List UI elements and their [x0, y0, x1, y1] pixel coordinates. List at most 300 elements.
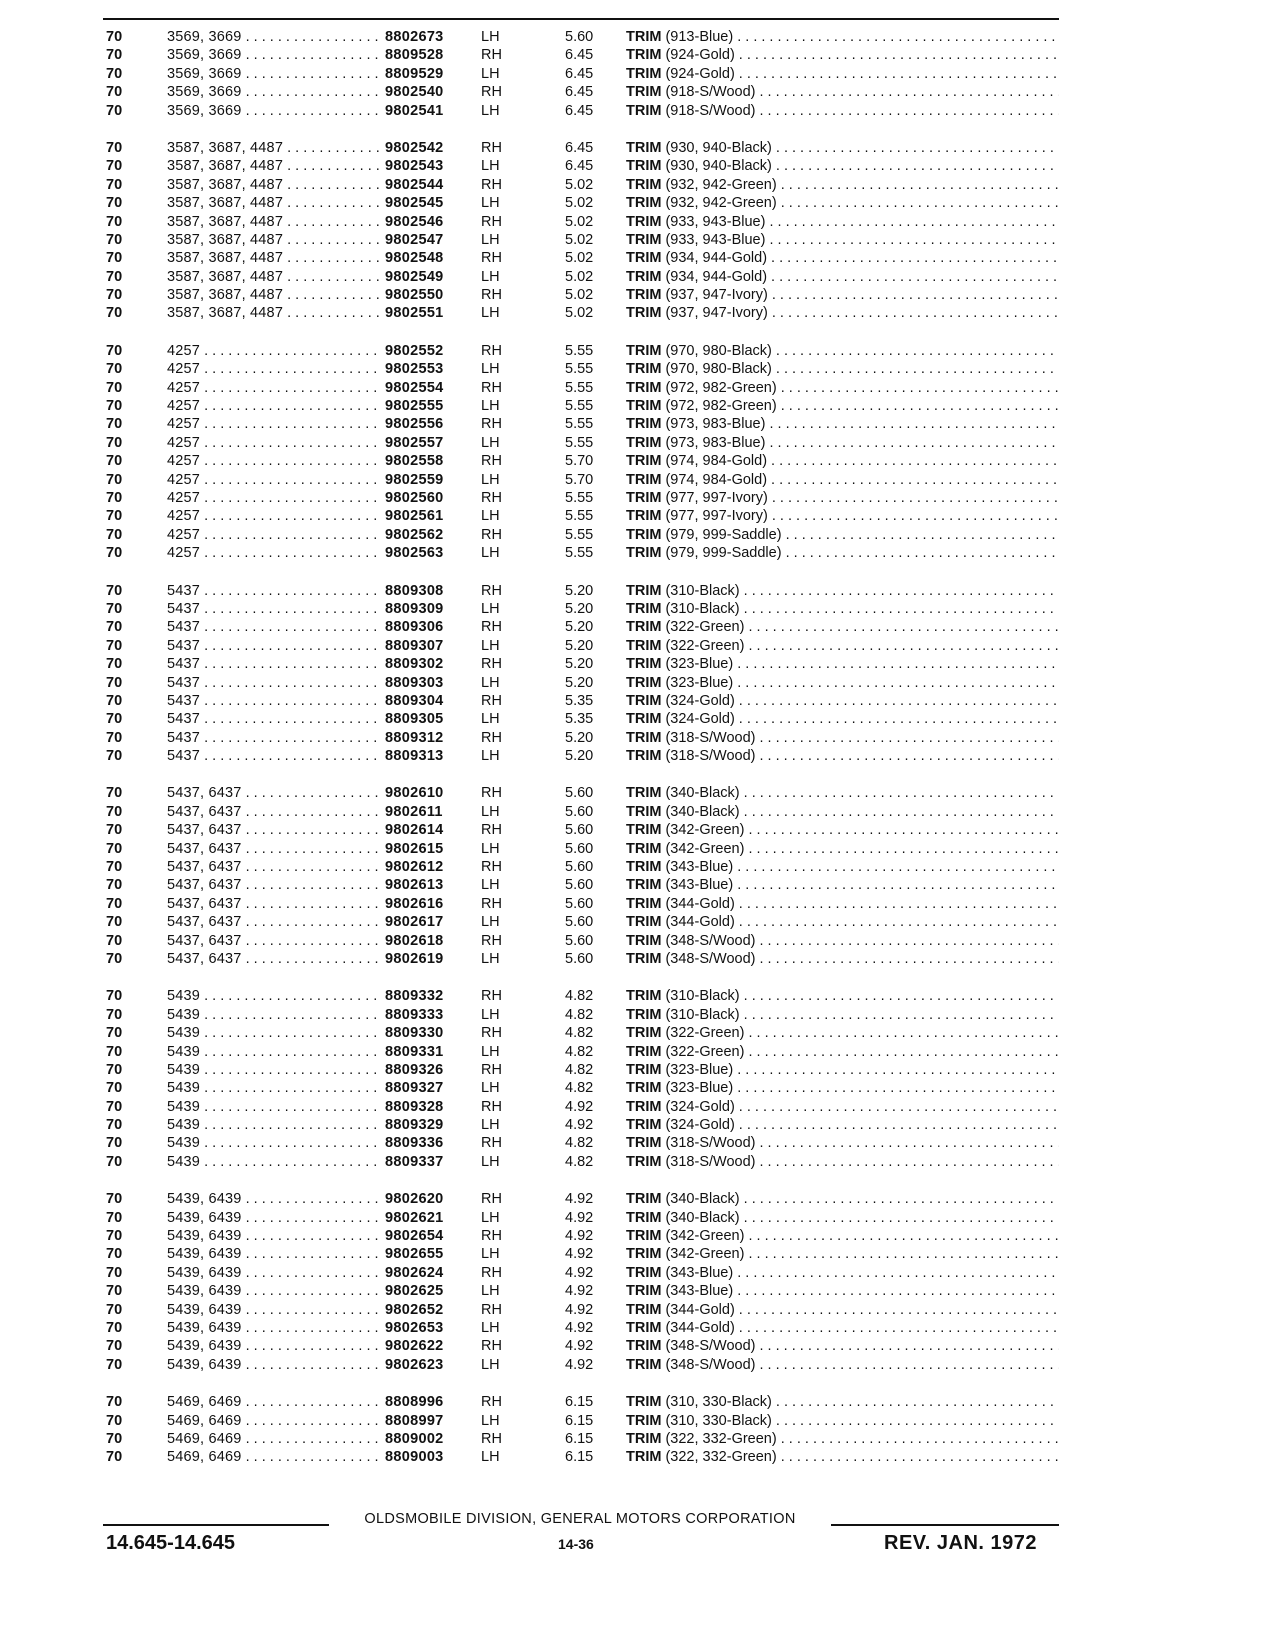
model-year: 70	[106, 102, 123, 119]
description-text: (924-Gold)	[665, 65, 735, 82]
model-year: 70	[106, 895, 123, 912]
description-text: (310-Black)	[665, 1006, 740, 1023]
model-numbers: 4257 . . .	[167, 489, 382, 507]
side-code: LH	[481, 1153, 500, 1170]
side-code: RH	[481, 822, 502, 839]
description-text: (348-S/Wood)	[665, 1338, 756, 1355]
price: 5.60	[565, 932, 594, 949]
side-code: LH	[481, 268, 500, 285]
description-text: (342-Green)	[665, 1228, 745, 1245]
price: 6.45	[565, 65, 594, 82]
model-year: 70	[106, 840, 123, 857]
description	[626, 840, 1059, 858]
description-text: (310, 330-Black)	[665, 1412, 772, 1429]
description	[626, 1209, 1059, 1227]
description	[626, 784, 1059, 802]
model-numbers: 3587, 3687, 4487 . . .	[167, 176, 382, 194]
side-code: LH	[481, 1209, 500, 1226]
table-row	[0, 803, 1277, 821]
table-row	[0, 452, 1277, 470]
model-year: 70	[106, 619, 123, 636]
description-label: TRIM	[626, 895, 662, 912]
price: 4.82	[565, 1135, 594, 1152]
side-code: LH	[481, 102, 500, 119]
model-year: 70	[106, 674, 123, 691]
model-year: 70	[106, 711, 123, 728]
side-code: LH	[481, 1080, 500, 1097]
side-code: LH	[481, 361, 500, 378]
part-number: 9802563	[385, 545, 444, 562]
model-year: 70	[106, 139, 123, 156]
side-code: RH	[481, 988, 502, 1005]
table-row	[0, 489, 1277, 507]
table-row	[0, 1116, 1277, 1134]
side-code: LH	[481, 1412, 500, 1429]
row-group	[0, 28, 1277, 120]
description-text: (977, 997-Ivory)	[665, 489, 768, 506]
table-row	[0, 600, 1277, 618]
description-label: TRIM	[626, 656, 662, 673]
table-row	[0, 1006, 1277, 1024]
part-number: 9802654	[385, 1228, 444, 1245]
model-year: 70	[106, 84, 123, 101]
price: 6.45	[565, 84, 594, 101]
price: 5.20	[565, 600, 594, 617]
table-row	[0, 1356, 1277, 1374]
model-numbers: 5437 . . .	[167, 582, 382, 600]
model-year: 70	[106, 1246, 123, 1263]
model-year: 70	[106, 1025, 123, 1042]
model-numbers: 5437, 6437 . . .	[167, 950, 382, 968]
model-numbers: 5439 . . .	[167, 1061, 382, 1079]
description-label: TRIM	[626, 1117, 662, 1134]
part-number: 8809313	[385, 748, 444, 765]
model-numbers: 3587, 3687, 4487 . . .	[167, 157, 382, 175]
table-row	[0, 692, 1277, 710]
model-numbers: 3587, 3687, 4487 . . .	[167, 231, 382, 249]
description-text: (970, 980-Black)	[665, 361, 772, 378]
model-year: 70	[106, 342, 123, 359]
description-label: TRIM	[626, 1098, 662, 1115]
model-year: 70	[106, 729, 123, 746]
side-code: RH	[481, 785, 502, 802]
description-text: (343-Blue)	[665, 1283, 734, 1300]
description	[626, 1264, 1059, 1282]
part-number: 8809337	[385, 1153, 444, 1170]
model-numbers: 5439 . . .	[167, 1116, 382, 1134]
model-numbers: 5437 . . .	[167, 655, 382, 673]
part-number: 8809330	[385, 1025, 444, 1042]
part-number: 9802541	[385, 102, 444, 119]
price: 6.45	[565, 102, 594, 119]
description-label: TRIM	[626, 213, 662, 230]
table-row	[0, 858, 1277, 876]
description-text: (344-Gold)	[665, 914, 735, 931]
description-label: TRIM	[626, 950, 662, 967]
description-text: (348-S/Wood)	[665, 932, 756, 949]
part-number: 9802617	[385, 914, 444, 931]
description-text: (324-Gold)	[665, 1098, 735, 1115]
description-label: TRIM	[626, 1209, 662, 1226]
part-number: 9802622	[385, 1338, 444, 1355]
part-number: 8808996	[385, 1394, 444, 1411]
side-code: LH	[481, 158, 500, 175]
model-numbers: 3569, 3669 . . .	[167, 28, 382, 46]
footer-divider	[103, 1511, 1059, 1531]
price: 5.20	[565, 748, 594, 765]
description-label: TRIM	[626, 914, 662, 931]
part-number: 8809312	[385, 729, 444, 746]
description-label: TRIM	[626, 582, 662, 599]
description-label: TRIM	[626, 1043, 662, 1060]
description	[626, 1227, 1059, 1245]
row-group	[0, 139, 1277, 323]
description-label: TRIM	[626, 342, 662, 359]
model-numbers: 5469, 6469 . . .	[167, 1448, 382, 1466]
part-number: 9802562	[385, 526, 444, 543]
model-year: 70	[106, 859, 123, 876]
description	[626, 397, 1059, 415]
price: 4.92	[565, 1301, 594, 1318]
part-number: 9802613	[385, 877, 444, 894]
model-year: 70	[106, 1117, 123, 1134]
description-label: TRIM	[626, 176, 662, 193]
model-numbers: 5469, 6469 . . .	[167, 1412, 382, 1430]
description-text: (310, 330-Black)	[665, 1394, 772, 1411]
model-year: 70	[106, 1006, 123, 1023]
table-row	[0, 157, 1277, 175]
side-code: RH	[481, 213, 502, 230]
price: 5.20	[565, 656, 594, 673]
price: 5.02	[565, 195, 594, 212]
description-text: (344-Gold)	[665, 895, 735, 912]
side-code: LH	[481, 471, 500, 488]
model-numbers: 5437 . . .	[167, 710, 382, 728]
description-label: TRIM	[626, 1338, 662, 1355]
model-numbers: 5437 . . .	[167, 729, 382, 747]
description	[626, 434, 1059, 452]
price: 4.82	[565, 1061, 594, 1078]
page-number: 14-36	[558, 1536, 594, 1552]
part-number: 8809332	[385, 988, 444, 1005]
side-code: RH	[481, 1228, 502, 1245]
side-code: RH	[481, 453, 502, 470]
part-number: 9802543	[385, 158, 444, 175]
description-text: (918-S/Wood)	[665, 84, 756, 101]
description	[626, 913, 1059, 931]
side-code: RH	[481, 1394, 502, 1411]
table-row	[0, 1153, 1277, 1171]
part-number: 9802611	[385, 803, 443, 820]
description-label: TRIM	[626, 988, 662, 1005]
model-numbers: 5437, 6437 . . .	[167, 803, 382, 821]
side-code: RH	[481, 84, 502, 101]
side-code: RH	[481, 932, 502, 949]
model-numbers: 3587, 3687, 4487 . . .	[167, 194, 382, 212]
description-label: TRIM	[626, 1320, 662, 1336]
row-group	[0, 582, 1277, 766]
table-row	[0, 415, 1277, 433]
side-code: LH	[481, 65, 500, 82]
description	[626, 489, 1059, 507]
table-row	[0, 840, 1277, 858]
price: 4.82	[565, 1043, 594, 1060]
model-numbers: 5469, 6469 . . .	[167, 1430, 382, 1448]
description	[626, 268, 1059, 286]
part-number: 9802549	[385, 268, 444, 285]
table-row	[0, 1412, 1277, 1430]
side-code: RH	[481, 379, 502, 396]
part-number: 9802554	[385, 379, 444, 396]
table-row	[0, 1282, 1277, 1300]
model-numbers: 5437, 6437 . . .	[167, 784, 382, 802]
description	[626, 342, 1059, 360]
description-text: (972, 982-Green)	[665, 379, 777, 396]
side-code: RH	[481, 692, 502, 709]
description-text: (937, 947-Ivory)	[665, 287, 768, 304]
price: 4.82	[565, 1153, 594, 1170]
model-numbers: 3569, 3669 . . .	[167, 46, 382, 64]
model-year: 70	[106, 195, 123, 212]
description	[626, 360, 1059, 378]
description-text: (324-Gold)	[665, 711, 735, 728]
table-row	[0, 1245, 1277, 1263]
table-row	[0, 526, 1277, 544]
table-row	[0, 950, 1277, 968]
price: 5.60	[565, 877, 594, 894]
model-year: 70	[106, 1264, 123, 1281]
side-code: LH	[481, 508, 500, 525]
price: 5.20	[565, 619, 594, 636]
section-code: 14.645-14.645	[106, 1532, 236, 1554]
model-year: 70	[106, 434, 123, 451]
price: 4.92	[565, 1356, 594, 1373]
description	[626, 102, 1059, 120]
part-number: 9802548	[385, 250, 444, 267]
description-label: TRIM	[626, 785, 662, 802]
description-text: (323-Blue)	[665, 1061, 734, 1078]
price: 4.92	[565, 1209, 594, 1226]
description-text: (924-Gold)	[665, 47, 735, 64]
description-label: TRIM	[626, 84, 662, 101]
price: 5.20	[565, 582, 594, 599]
description-text: (348-S/Wood)	[665, 950, 756, 967]
description	[626, 858, 1059, 876]
corporation-name: OLDSMOBILE DIVISION, GENERAL MOTORS CORPORATION	[364, 1511, 796, 1527]
description	[626, 157, 1059, 175]
part-number: 9802615	[385, 840, 444, 857]
price: 5.55	[565, 416, 594, 433]
side-code: RH	[481, 526, 502, 543]
part-number: 8809329	[385, 1117, 444, 1134]
description-text: (974, 984-Gold)	[665, 453, 768, 470]
part-number: 9802544	[385, 176, 444, 193]
price: 5.70	[565, 453, 594, 470]
model-numbers: 5439, 6439 . . .	[167, 1227, 382, 1245]
description-text: (934, 944-Gold)	[665, 250, 768, 267]
model-numbers: 3587, 3687, 4487 . . .	[167, 249, 382, 267]
description-text: (974, 984-Gold)	[665, 471, 768, 488]
description-text: (318-S/Wood)	[665, 729, 756, 746]
part-number: 8809326	[385, 1061, 444, 1078]
row-group	[0, 784, 1277, 968]
model-numbers: 5437, 6437 . . .	[167, 932, 382, 950]
model-numbers: 4257 . . .	[167, 434, 382, 452]
model-year: 70	[106, 545, 123, 562]
description-label: TRIM	[626, 102, 662, 119]
table-row	[0, 213, 1277, 231]
description-label: TRIM	[626, 471, 662, 488]
description	[626, 655, 1059, 673]
model-year: 70	[106, 379, 123, 396]
model-numbers: 3587, 3687, 4487 . . .	[167, 139, 382, 157]
description	[626, 526, 1059, 544]
description-label: TRIM	[626, 545, 662, 562]
description	[626, 582, 1059, 600]
part-number: 8809528	[385, 47, 444, 64]
description-label: TRIM	[626, 453, 662, 470]
table-row	[0, 1448, 1277, 1466]
price: 5.55	[565, 342, 594, 359]
description-text: (973, 983-Blue)	[665, 434, 766, 451]
model-numbers: 5439, 6439 . . .	[167, 1319, 382, 1337]
model-year: 70	[106, 1430, 123, 1447]
table-row	[0, 304, 1277, 322]
price: 6.15	[565, 1449, 594, 1466]
description-text: (979, 999-Saddle)	[665, 545, 782, 562]
model-numbers: 5437, 6437 . . .	[167, 876, 382, 894]
side-code: RH	[481, 619, 502, 636]
side-code: LH	[481, 1283, 500, 1300]
description-label: TRIM	[626, 748, 662, 765]
description	[626, 471, 1059, 489]
part-number: 9802560	[385, 489, 444, 506]
model-year: 70	[106, 600, 123, 617]
part-number: 8809529	[385, 65, 444, 82]
model-numbers: 5439 . . .	[167, 1153, 382, 1171]
side-code: RH	[481, 1264, 502, 1281]
part-number: 8809327	[385, 1080, 444, 1097]
model-numbers: 5439, 6439 . . .	[167, 1337, 382, 1355]
description	[626, 1190, 1059, 1208]
model-numbers: 4257 . . .	[167, 379, 382, 397]
part-number: 8808997	[385, 1412, 444, 1429]
model-numbers: 5437 . . .	[167, 637, 382, 655]
price: 4.92	[565, 1283, 594, 1300]
price: 4.92	[565, 1228, 594, 1245]
description	[626, 544, 1059, 562]
table-row	[0, 655, 1277, 673]
description	[626, 950, 1059, 968]
model-year: 70	[106, 250, 123, 267]
side-code: LH	[481, 1320, 500, 1336]
description-text: (932, 942-Green)	[665, 176, 777, 193]
model-year: 70	[106, 416, 123, 433]
table-row	[0, 876, 1277, 894]
model-numbers: 5437 . . .	[167, 747, 382, 765]
part-number: 8809309	[385, 600, 444, 617]
description-text: (973, 983-Blue)	[665, 416, 766, 433]
description-label: TRIM	[626, 434, 662, 451]
description-label: TRIM	[626, 379, 662, 396]
revision-date: REV. JAN. 1972	[884, 1532, 1038, 1554]
model-numbers: 5437 . . .	[167, 600, 382, 618]
part-number: 9802655	[385, 1246, 444, 1263]
table-row	[0, 821, 1277, 839]
table-row	[0, 582, 1277, 600]
table-row	[0, 28, 1277, 46]
table-row	[0, 674, 1277, 692]
model-numbers: 3569, 3669 . . .	[167, 65, 382, 83]
description	[626, 895, 1059, 913]
description	[626, 28, 1059, 46]
model-numbers: 3587, 3687, 4487 . . .	[167, 213, 382, 231]
description	[626, 1448, 1059, 1466]
price: 5.20	[565, 637, 594, 654]
description-text: (972, 982-Green)	[665, 398, 777, 415]
side-code: RH	[481, 489, 502, 506]
description-text: (340-Black)	[665, 785, 740, 802]
side-code: RH	[481, 47, 502, 64]
description-label: TRIM	[626, 47, 662, 64]
model-numbers: 3587, 3687, 4487 . . .	[167, 304, 382, 322]
description	[626, 1061, 1059, 1079]
description-label: TRIM	[626, 250, 662, 267]
side-code: LH	[481, 545, 500, 562]
price: 4.92	[565, 1246, 594, 1263]
description-label: TRIM	[626, 692, 662, 709]
price: 5.55	[565, 379, 594, 396]
model-year: 70	[106, 822, 123, 839]
model-year: 70	[106, 453, 123, 470]
model-year: 70	[106, 1135, 123, 1152]
part-number: 9802618	[385, 932, 444, 949]
description	[626, 1024, 1059, 1042]
description	[626, 932, 1059, 950]
table-row	[0, 1264, 1277, 1282]
description-label: TRIM	[626, 1430, 662, 1447]
side-code: RH	[481, 729, 502, 746]
description-label: TRIM	[626, 1449, 662, 1466]
part-number: 9802540	[385, 84, 444, 101]
description-text: (318-S/Wood)	[665, 748, 756, 765]
table-row	[0, 1024, 1277, 1042]
part-number: 9802555	[385, 398, 444, 415]
footer-rule-left	[103, 1524, 329, 1526]
description-label: TRIM	[626, 361, 662, 378]
price: 5.20	[565, 674, 594, 691]
model-numbers: 3587, 3687, 4487 . . .	[167, 268, 382, 286]
side-code: RH	[481, 139, 502, 156]
description	[626, 692, 1059, 710]
price: 5.02	[565, 213, 594, 230]
model-year: 70	[106, 398, 123, 415]
model-numbers: 5437, 6437 . . .	[167, 858, 382, 876]
price: 6.45	[565, 158, 594, 175]
model-year: 70	[106, 231, 123, 248]
price: 4.82	[565, 1025, 594, 1042]
description-label: TRIM	[626, 268, 662, 285]
part-number: 9802542	[385, 139, 444, 156]
description-label: TRIM	[626, 1006, 662, 1023]
model-year: 70	[106, 526, 123, 543]
model-numbers: 4257 . . .	[167, 360, 382, 378]
table-row	[0, 987, 1277, 1005]
description-label: TRIM	[626, 822, 662, 839]
side-code: RH	[481, 1135, 502, 1152]
price: 5.60	[565, 785, 594, 802]
description-text: (979, 999-Saddle)	[665, 526, 782, 543]
